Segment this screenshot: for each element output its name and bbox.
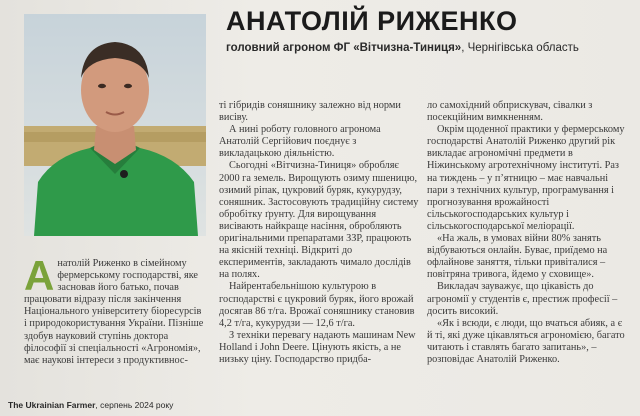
portrait-image: [24, 14, 206, 236]
role-text: головний агроном ФГ «Вітчизна-Тиниця»: [226, 42, 462, 54]
quote-paragraph: «Як і всюди, є люди, що вчаться абияк, а є й ті, які дуже цікавляться агрономією, багато читають і ставлять багато запитань», – розповідає Анатолій Риженко.: [427, 317, 625, 365]
region-text: , Чернігівська область: [461, 42, 579, 54]
paragraph: ло самохідний обприскувач, сівалки з посекційним вимкненням.: [427, 100, 593, 124]
paragraph: Найрентабельнішою культурою в господарстві є цукровий буряк, його врожай досягав 86 т/га. Врожаї соняшнику становив 4,2 т/га, кукурудзи — 12,6 т/га.: [219, 281, 415, 329]
paragraph: З техніки перевагу надають машинам New Holland і John Deere. Цінують якість, а не низьку ціну. Господарство придба-: [219, 329, 416, 365]
portrait-photo: [24, 14, 206, 236]
intro-paragraph: натолій Риженко в сімейному фермерському господарстві, яке засновав його батько, почав працювати відразу після закінчення Національного університету біоресурсів і природокористування України. Пізніше здобув науковий ступінь доктора філософії зі спеціальності «Агрономія», має наукові інтереси з продуктивнос-: [24, 258, 204, 366]
paragraph: А нині роботу головного агронома Анатолій Сергійович поєднує з викладацькою діяльністю.: [219, 124, 381, 160]
article-column-1: [24, 252, 206, 367]
article-column-2: [219, 100, 419, 366]
person-name-title: АНАТОЛІЙ РИЖЕНКО: [226, 6, 518, 36]
paragraph: ті гібридів соняшнику залежно від норми висіву.: [219, 100, 401, 124]
quote-paragraph: «На жаль, в умовах війни 80% занять відбуваються онлайн. Буває, приїдемо на офлайнове заняття, тільки привіталися – повітряна тривога, йдемо у сховище».: [427, 233, 608, 281]
person-role-subtitle: [226, 42, 579, 54]
paragraph: Сьогодні «Вітчизна-Тиниця» обробляє 2000 га земель. Вирощують озиму пшеницю, озимий ріпак, цукровий буряк, кукурудзу, соняшник. Застосовують традиційну систему обробітку ґрунту. Для вирощування висівають найкраще насіння, обробляють оригінальними препаратами ЗЗР, працюють на якісній техніці. Відкриті до експериментів, закладають чимало дослідів на полях.: [219, 160, 419, 281]
paragraph: Окрім щоденної практики у фермерському господарстві Анатолій Риженко другий рік викладає агрономічні предмети в Ніжинському агротехнічному інституті. Раз на тиждень – у п’ятницю – має навчальні пари з технічних культур, програмування і прогнозування врожайності сільськогосподарських культур і сільськогосподарської меліорації.: [427, 124, 625, 232]
article-column-3: [427, 100, 630, 366]
page-footer: [8, 400, 173, 410]
drop-cap-letter: А: [24, 252, 55, 299]
magazine-name: The Ukrainian Farmer: [8, 400, 96, 410]
paragraph: Викладач зауважує, що цікавість до агрономії у студентів є, престиж професії – досить високий.: [427, 281, 618, 317]
issue-date: , серпень 2024 року: [95, 400, 174, 410]
